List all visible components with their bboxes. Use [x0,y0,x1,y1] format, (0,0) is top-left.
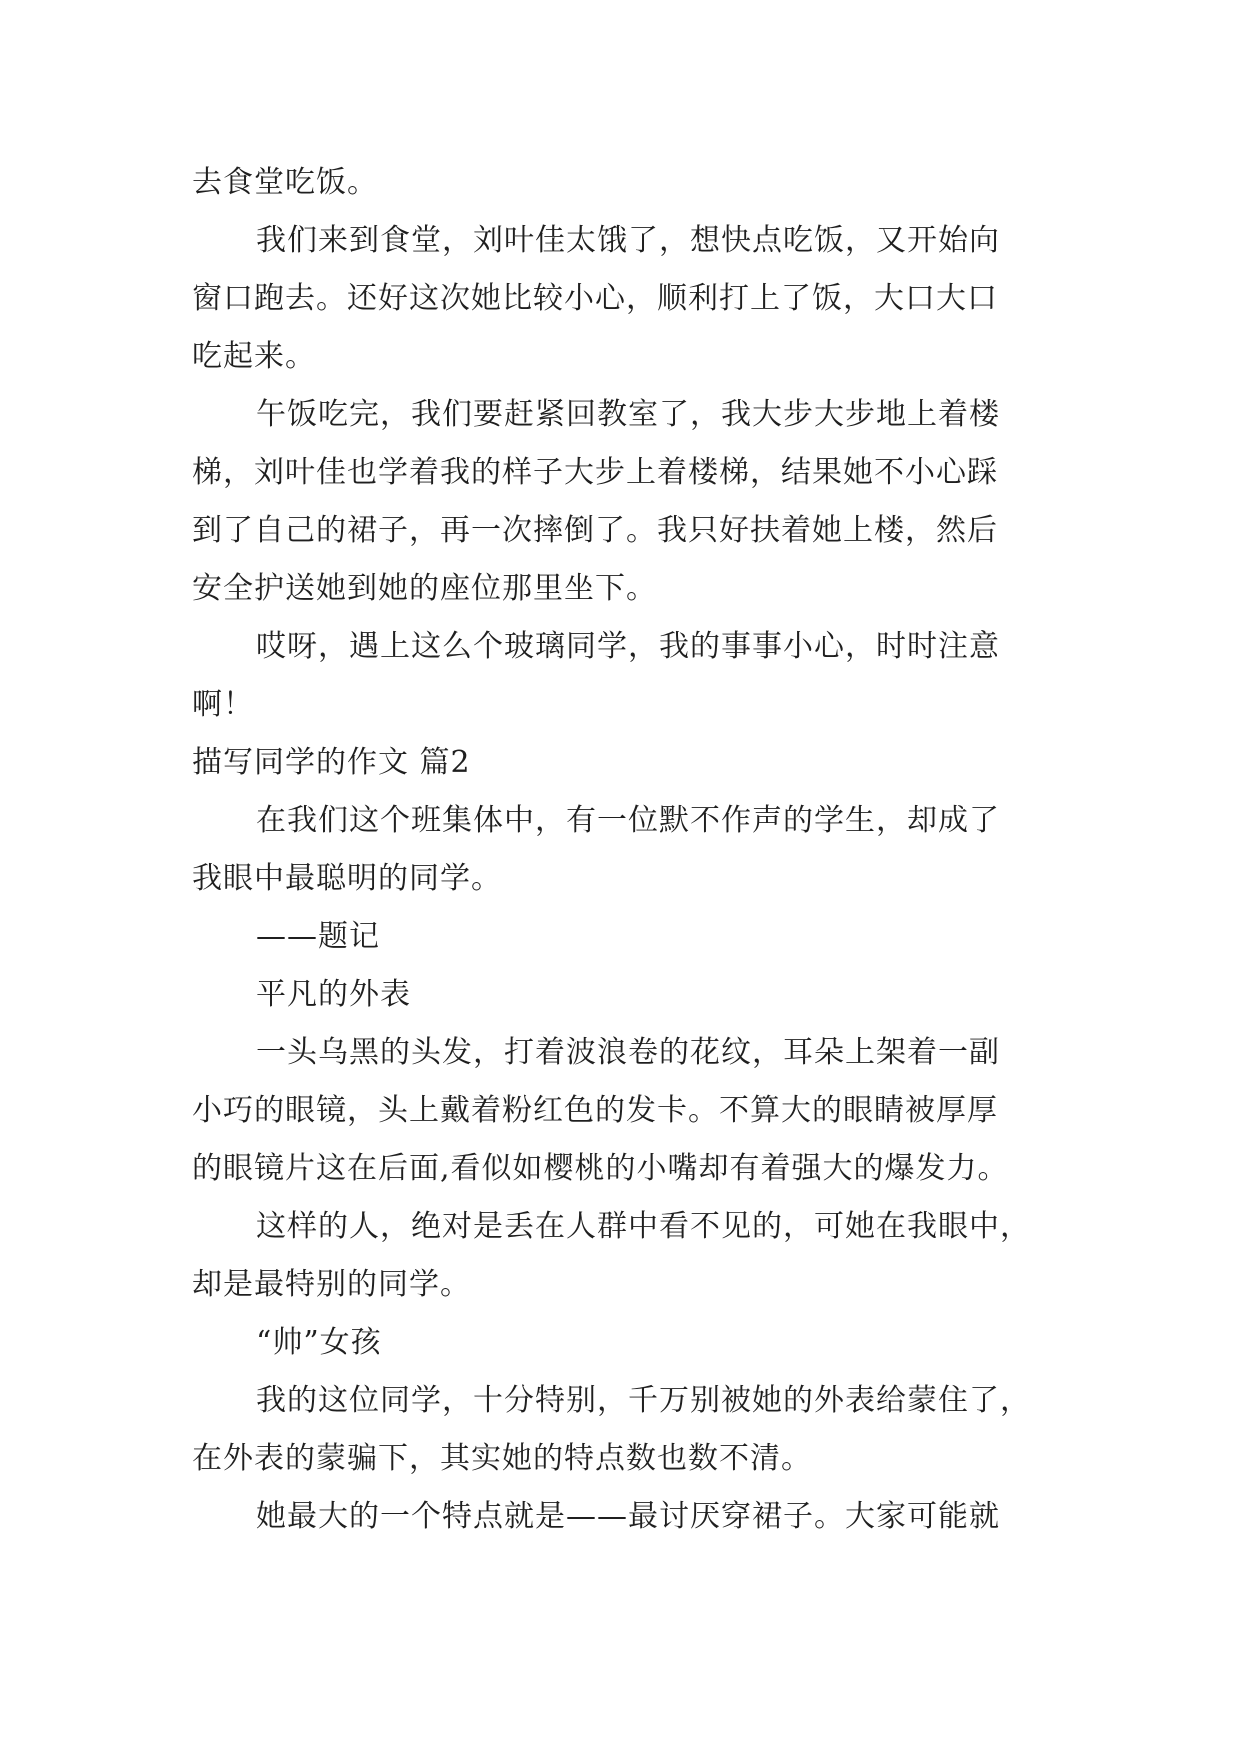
text-line: 窗口跑去。还好这次她比较小心，顺利打上了饭，大口大口 [192,281,998,316]
text-line: 哎呀，遇上这么个玻璃同学，我的事事小心，时时注意 [256,629,1000,664]
text-line: 她最大的一个特点就是——最讨厌穿裙子。大家可能就 [256,1499,1000,1534]
text-line: 去食堂吃饭。 [192,165,378,200]
text-line: 小巧的眼镜，头上戴着粉红色的发卡。不算大的眼睛被厚厚 [192,1093,998,1128]
text-line: 这样的人，绝对是丢在人群中看不见的，可她在我眼中， [256,1209,1031,1244]
text-line: 我眼中最聪明的同学。 [192,861,502,896]
text-line: 一头乌黑的头发，打着波浪卷的花纹，耳朵上架着一副 [256,1035,1000,1070]
document-body [192,154,1062,1546]
text-line: 在我们这个班集体中，有一位默不作声的学生，却成了 [256,803,1000,838]
text-line: 到了自己的裙子，再一次摔倒了。我只好扶着她上楼，然后 [192,513,998,548]
text-line: 午饭吃完，我们要赶紧回教室了，我大步大步地上着楼 [256,397,1000,432]
text-line: 平凡的外表 [256,977,411,1012]
text-line: ——题记 [256,919,380,954]
text-line: “帅”女孩 [256,1325,382,1360]
text-line: 在外表的蒙骗下，其实她的特点数也数不清。 [192,1441,812,1476]
text-line: 梯，刘叶佳也学着我的样子大步上着楼梯，结果她不小心踩 [192,455,998,490]
text-line: 的眼镜片这在后面,看似如樱桃的小嘴却有着强大的爆发力。 [192,1151,1009,1186]
text-line: 吃起来。 [192,339,316,374]
text-line: 却是最特别的同学。 [192,1267,471,1302]
text-line: 啊！ [192,687,254,722]
text-line: 我的这位同学，十分特别，千万别被她的外表给蒙住了， [256,1383,1031,1418]
text-line: 描写同学的作文 篇2 [192,745,471,780]
text-line: 安全护送她到她的座位那里坐下。 [192,571,657,606]
text-line: 我们来到食堂，刘叶佳太饿了，想快点吃饭，又开始向 [256,223,1000,258]
